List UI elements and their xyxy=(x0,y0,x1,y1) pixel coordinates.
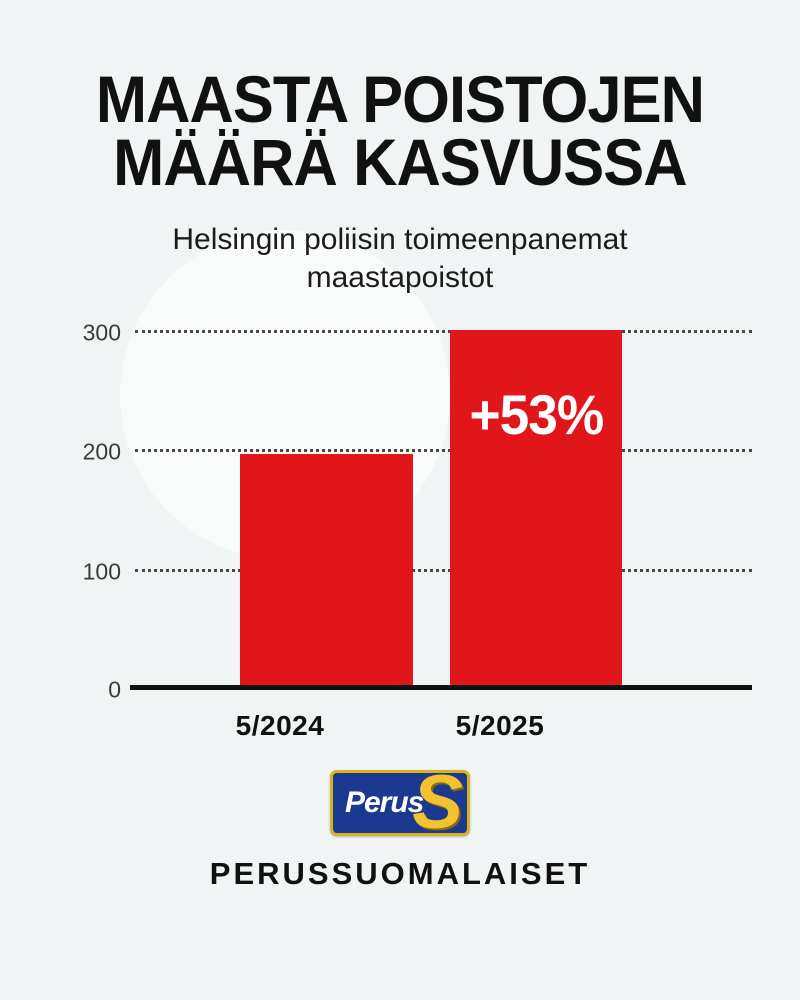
headline-line-1: MAASTA POISTOJEN xyxy=(95,62,705,136)
page-title xyxy=(95,62,705,200)
ytick-label-300: 300 xyxy=(82,319,121,345)
xtick-label-5-2024: 5/2024 xyxy=(235,709,325,741)
x-axis-line xyxy=(130,685,752,690)
chart-subtitle: Helsingin poliisin toimeenpanemat maastapoistot xyxy=(172,222,628,295)
ytick-label-200: 200 xyxy=(82,438,121,465)
bar-value-label-5-2025: +53% xyxy=(469,382,603,446)
party-logo xyxy=(330,770,470,836)
logo-text-s: S xyxy=(412,769,463,836)
ytick-label-0: 0 xyxy=(108,676,121,702)
xtick-label-5-2025: 5/2025 xyxy=(455,709,545,741)
gridline-300 xyxy=(82,319,752,345)
headline-line-2: MÄÄRÄ KASVUSSA xyxy=(113,125,687,200)
bar-chart xyxy=(40,316,760,756)
bar-5-2024[interactable] xyxy=(240,454,413,689)
chart-plot-area xyxy=(82,319,752,702)
ytick-label-100: 100 xyxy=(82,558,121,585)
party-name: PERUSSUOMALAISET xyxy=(209,855,591,891)
footer xyxy=(210,770,590,892)
bar-5-2025[interactable] xyxy=(450,330,623,690)
gridline-100 xyxy=(82,558,752,585)
logo-text-perus: Perus xyxy=(344,785,424,819)
gridline-200 xyxy=(82,438,752,465)
